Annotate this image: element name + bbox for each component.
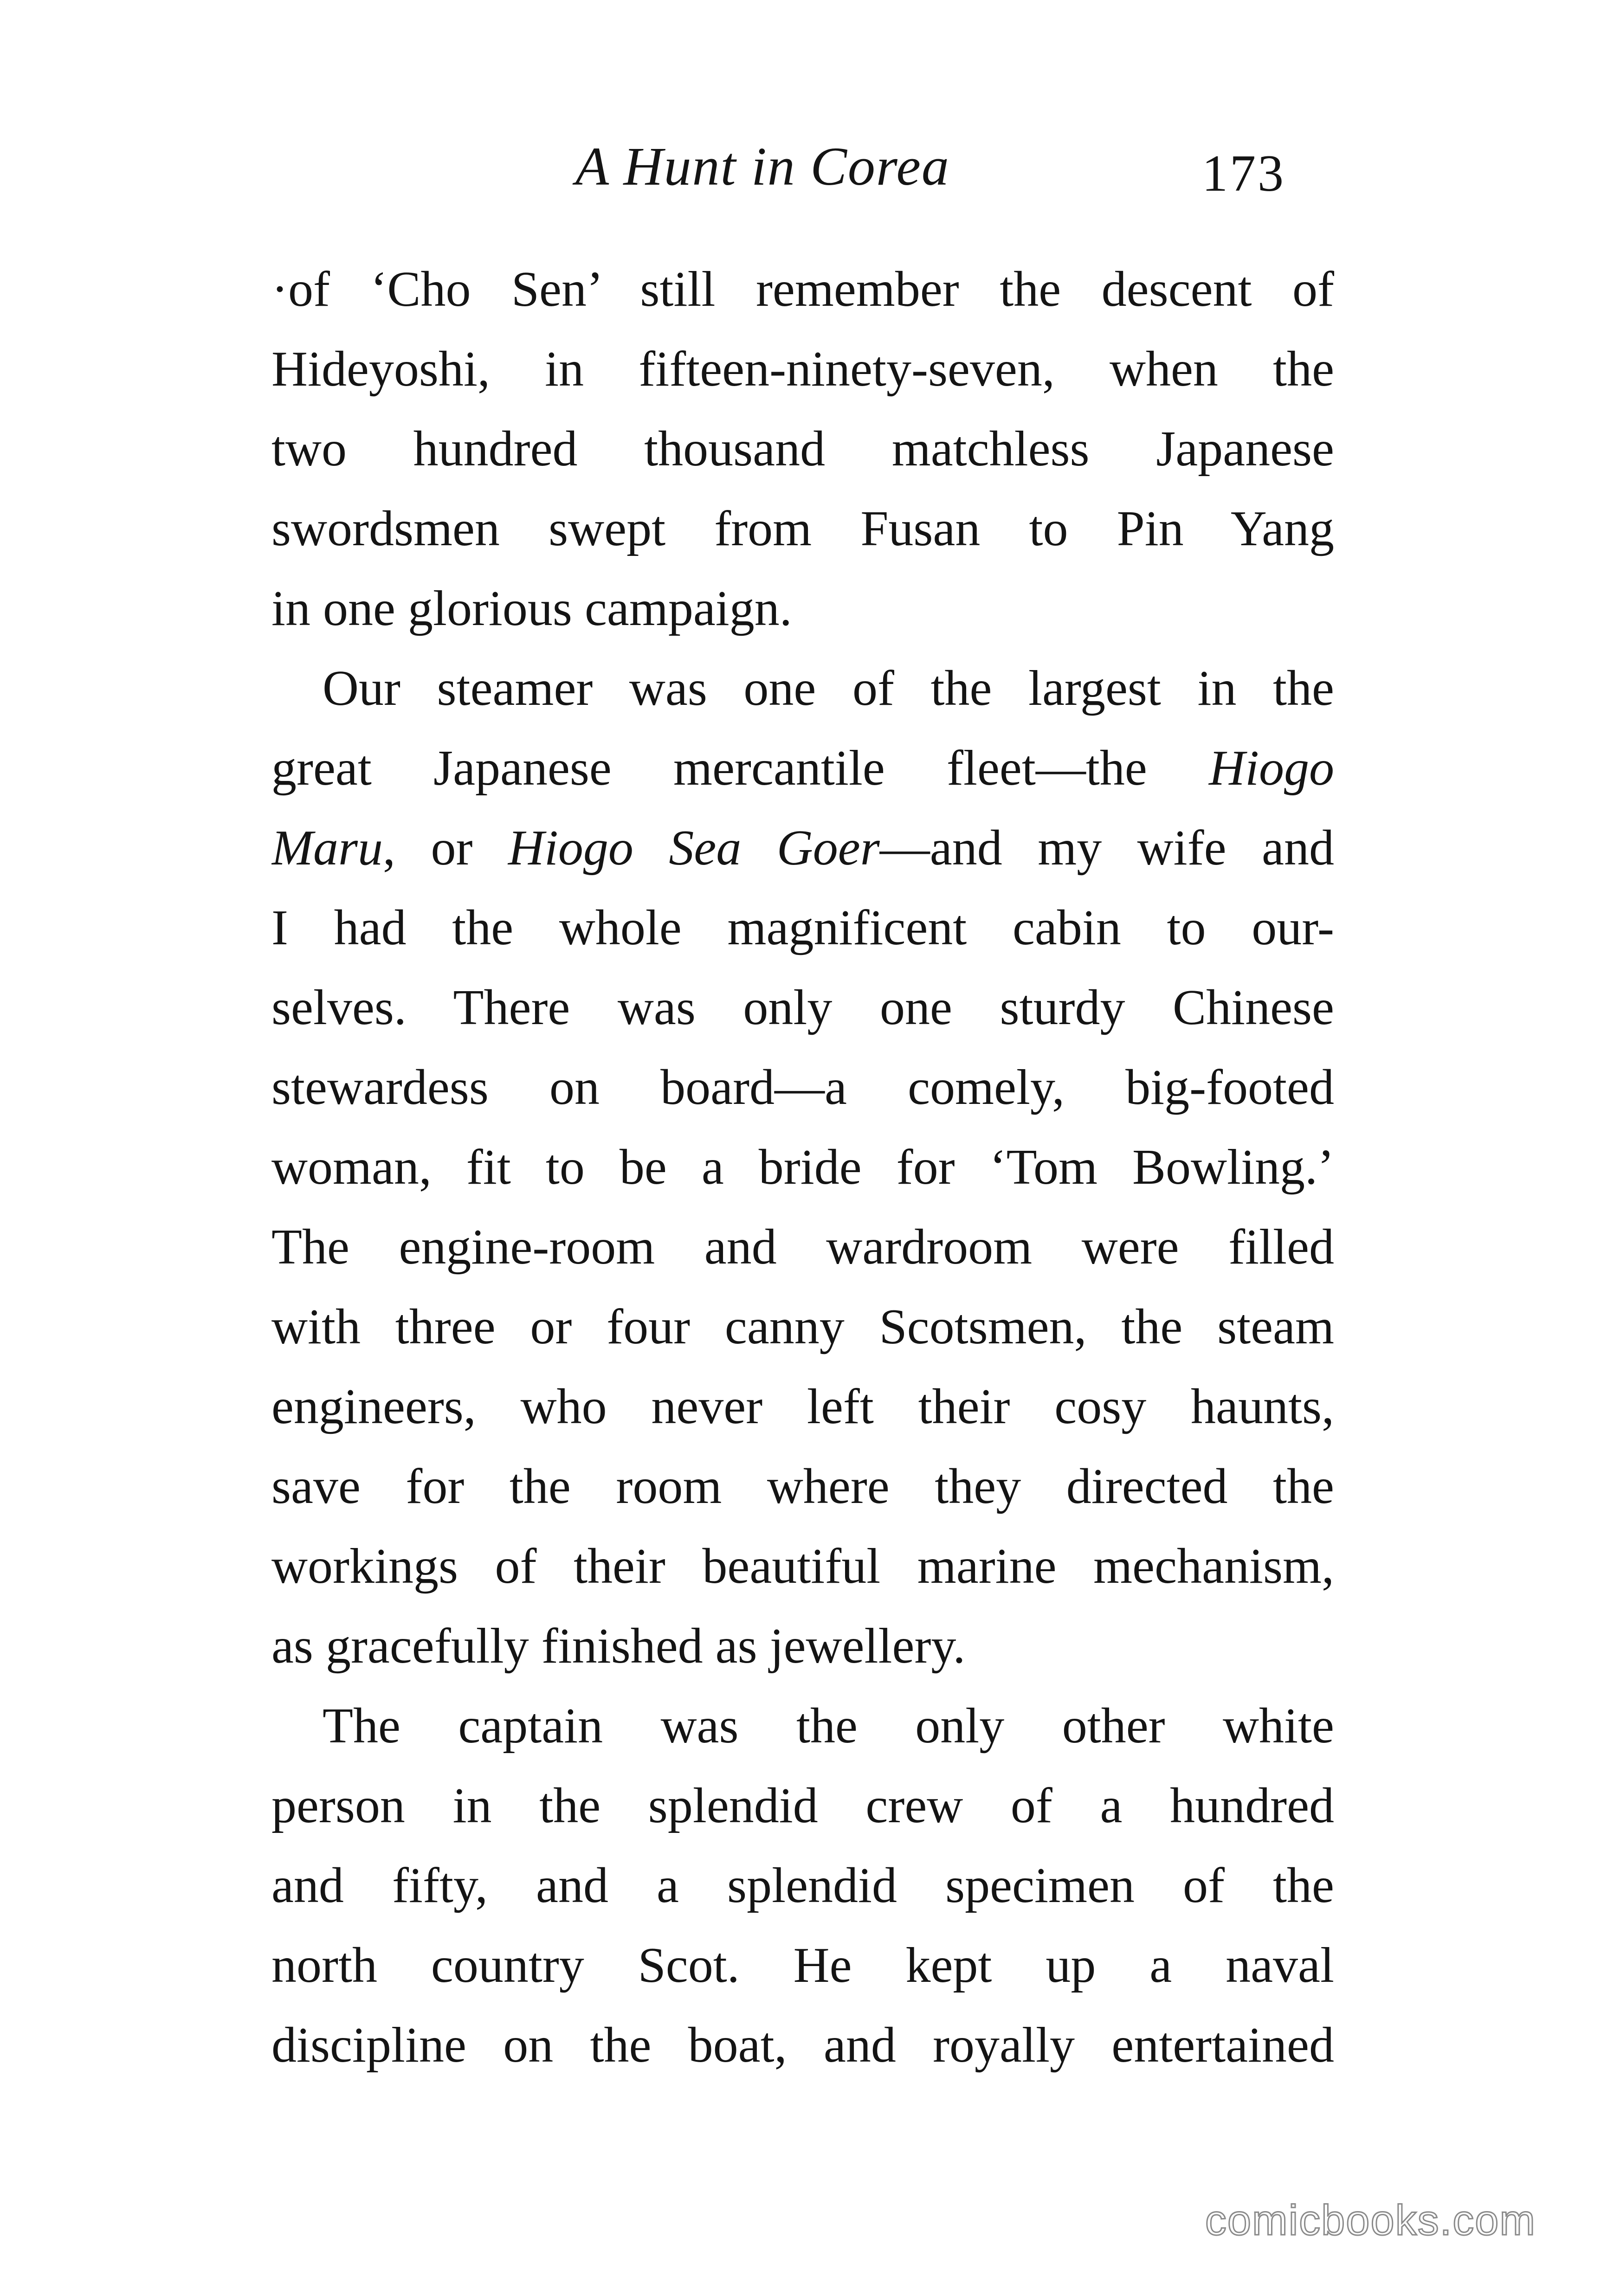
page-number: 173 (1202, 145, 1285, 202)
paragraph (271, 649, 1334, 1686)
text-line: woman, fit to be a bride for ‘Tom Bowling.’ (271, 1140, 1334, 1195)
text-line: and fifty, and a splendid specimen of the (271, 1858, 1334, 1913)
text-line: stewardess on board—a comely, big-footed (271, 1060, 1334, 1115)
body-text (271, 250, 1334, 2085)
text-line: with three or four canny Scotsmen, the steam (271, 1299, 1334, 1354)
text-line: selves. There was only one sturdy Chinese (271, 980, 1334, 1035)
text-line: Our steamer was one of the largest in the (323, 661, 1334, 716)
watermark: comicbooks.com (1205, 2197, 1536, 2244)
paragraph (271, 250, 1334, 649)
text-line: Maru, or Hiogo Sea Goer—and my wife and (271, 820, 1334, 876)
text-line: two hundred thousand matchless Japanese (271, 421, 1334, 477)
text-line: engineers, who never left their cosy haunts, (271, 1379, 1334, 1434)
text-line: The captain was the only other white (323, 1698, 1334, 1754)
text-line: The engine-room and wardroom were filled (271, 1219, 1334, 1275)
text-line: discipline on the boat, and royally entertained (271, 2018, 1334, 2073)
paragraph (271, 1686, 1334, 2085)
text-line: save for the room where they directed the (271, 1459, 1334, 1514)
text-line: I had the whole magnificent cabin to our- (271, 900, 1334, 955)
text-line: ·of ‘Cho Sen’ still remember the descent of (271, 262, 1334, 317)
text-line: person in the splendid crew of a hundred (271, 1778, 1334, 1833)
text-line: great Japanese mercantile fleet—the Hiogo (271, 741, 1334, 796)
text-line: as gracefully finished as jewellery. (271, 1619, 966, 1674)
text-line: Hideyoshi, in fifteen-ninety-seven, when the (271, 342, 1334, 397)
running-head: A Hunt in Corea (575, 136, 950, 197)
text-line: north country Scot. He kept up a naval (271, 1938, 1334, 1993)
text-line: in one glorious campaign. (271, 581, 792, 636)
text-line: swordsmen swept from Fusan to Pin Yang (271, 501, 1334, 556)
text-line: workings of their beautiful marine mechanism, (271, 1539, 1334, 1594)
